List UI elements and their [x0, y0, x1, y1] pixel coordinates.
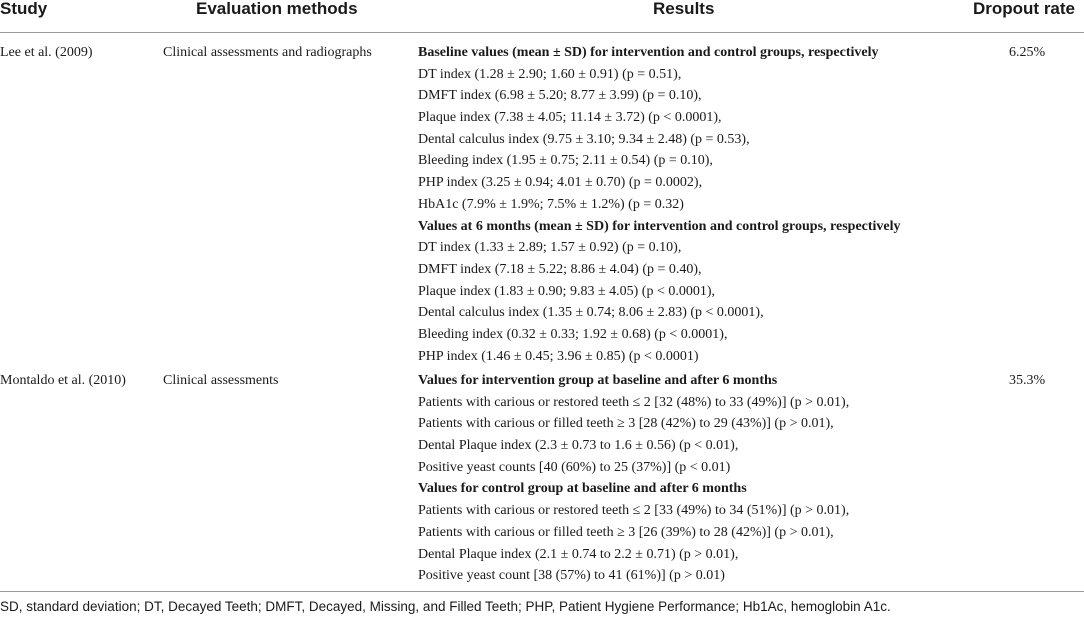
header-evaluation-methods: Evaluation methods [196, 0, 358, 18]
results-line: Positive yeast count [38 (57%) to 41 (61%)] (p > 0.01) [418, 568, 725, 584]
results-line: Patients with carious or restored teeth ≤ 2 [33 (49%) to 34 (51%)] (p > 0.01), [418, 503, 850, 519]
header-dropout-rate: Dropout rate [973, 0, 1075, 18]
results-line: Bleeding index (0.32 ± 0.33; 1.92 ± 0.68) (p < 0.0001), [418, 326, 728, 342]
results-line: Dental calculus index (1.35 ± 0.74; 8.06 ± 2.83) (p < 0.0001), [418, 305, 764, 321]
results-line: Patients with carious or filled teeth ≥ 3 [28 (42%) to 29 (43%)] (p > 0.01), [418, 416, 834, 432]
header-rule [0, 32, 1084, 33]
results-line: Dental Plaque index (2.3 ± 0.73 to 1.6 ± 0.56) (p < 0.01), [418, 438, 739, 454]
results-line: PHP index (1.46 ± 0.45; 3.96 ± 0.85) (p < 0.0001) [418, 348, 699, 364]
results-line: Bleeding index (1.95 ± 0.75; 2.11 ± 0.54) (p = 0.10), [418, 153, 713, 169]
row-2-study: Montaldo et al. (2010) [0, 373, 126, 388]
header-results: Results [653, 0, 715, 18]
results-line: DT index (1.28 ± 2.90; 1.60 ± 0.91) (p = 0.51), [418, 66, 682, 82]
results-line: Dental calculus index (9.75 ± 3.10; 9.34 ± 2.48) (p = 0.53), [418, 131, 750, 147]
results-line: PHP index (3.25 ± 0.94; 4.01 ± 0.70) (p = 0.0002), [418, 175, 703, 191]
results-line: DT index (1.33 ± 2.89; 1.57 ± 0.92) (p = 0.10), [418, 240, 682, 256]
results-section-heading: Values for control group at baseline and after 6 months [418, 481, 747, 497]
results-line: Positive yeast counts [40 (60%) to 25 (37%)] (p < 0.01) [418, 459, 731, 475]
header-study: Study [0, 0, 48, 18]
row-2-dropout-rate: 35.3% [1009, 373, 1046, 388]
results-line: HbA1c (7.9% ± 1.9%; 7.5% ± 1.2%) (p = 0.32) [418, 196, 684, 212]
row-1-results [418, 42, 901, 367]
table-footnote: SD, standard deviation; DT, Decayed Teeth; DMFT, Decayed, Missing, and Filled Teeth; PHP, Patient Hygiene Performance; Hb1Ac, hemoglobin A1c. [0, 599, 891, 614]
row-1-evaluation: Clinical assessments and radiographs [163, 45, 372, 60]
table-bottom-rule [0, 591, 1084, 592]
results-section-heading: Values for intervention group at baseline and after 6 months [418, 373, 778, 388]
results-line: Patients with carious or restored teeth ≤ 2 [32 (48%) to 33 (49%)] (p > 0.01), [418, 394, 850, 410]
row-2-evaluation: Clinical assessments [163, 373, 279, 388]
row-1-study: Lee et al. (2009) [0, 45, 93, 60]
results-line: Dental Plaque index (2.1 ± 0.74 to 2.2 ± 0.71) (p > 0.01), [418, 546, 739, 562]
row-1-dropout-rate: 6.25% [1009, 45, 1046, 60]
results-line: Plaque index (1.83 ± 0.90; 9.83 ± 4.05) (p < 0.0001), [418, 283, 716, 299]
results-section-heading: Baseline values (mean ± SD) for intervention and control groups, respectively [418, 45, 879, 60]
results-section-heading: Values at 6 months (mean ± SD) for intervention and control groups, respectively [418, 218, 901, 234]
results-line: Patients with carious or filled teeth ≥ 3 [26 (39%) to 28 (42%)] (p > 0.01), [418, 524, 834, 540]
results-line: DMFT index (6.98 ± 5.20; 8.77 ± 3.99) (p = 0.10), [418, 88, 702, 104]
row-2-results [418, 370, 849, 587]
results-line: DMFT index (7.18 ± 5.22; 8.86 ± 4.04) (p = 0.40), [418, 261, 702, 277]
results-line: Plaque index (7.38 ± 4.05; 11.14 ± 3.72) (p < 0.0001), [418, 110, 722, 126]
